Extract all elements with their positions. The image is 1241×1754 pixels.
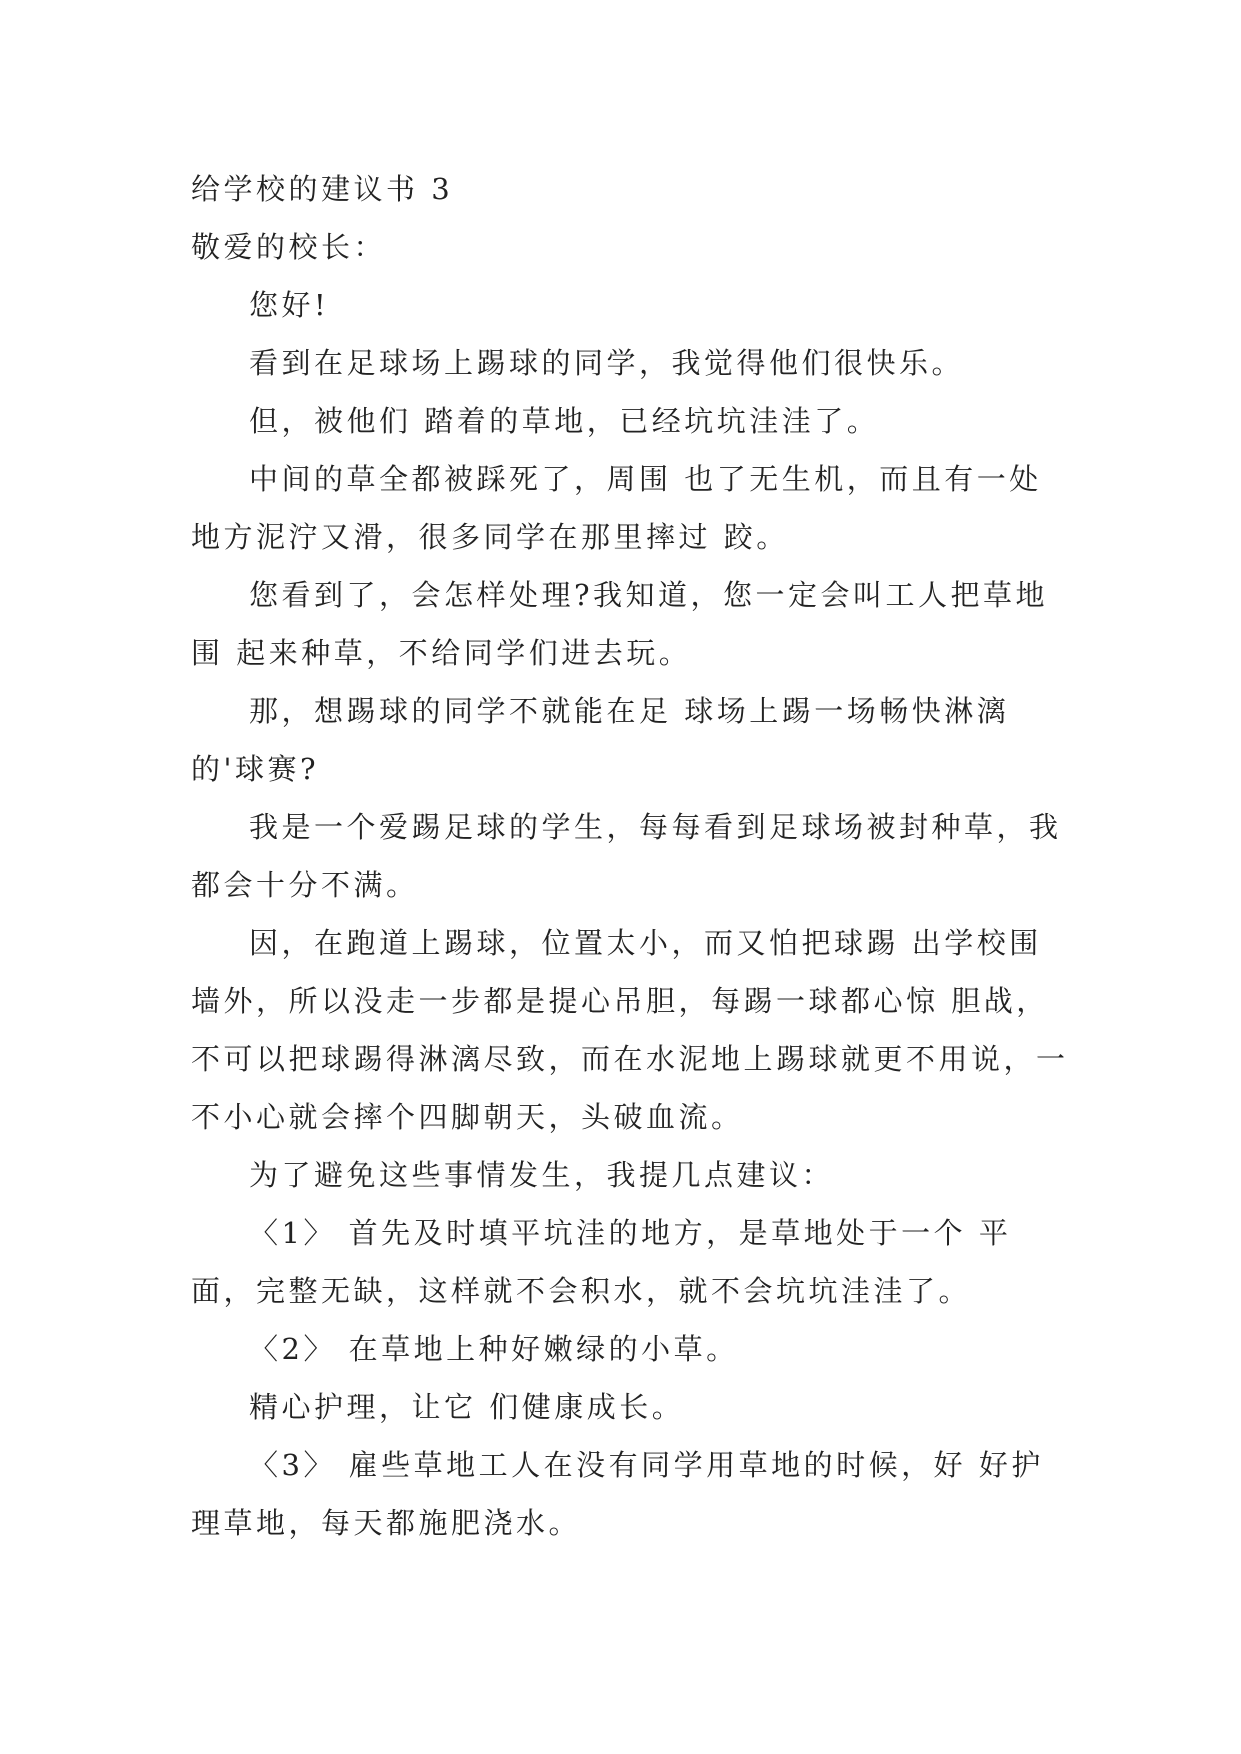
suggestion-1: 〈1〉 首先及时填平坑洼的地方，是草地处于一个 平面，完整无缺，这样就不会积水，就不会坑坑洼洼了。: [191, 1216, 1012, 1308]
document-body: [191, 160, 1075, 1552]
paragraph: 那，想踢球的同学不就能在足 球场上踢一场畅快淋漓的'球赛?: [191, 694, 1010, 786]
salutation: 敬爱的校长：: [191, 230, 387, 264]
paragraph: 看到在足球场上踢球的同学，我觉得他们很快乐。: [249, 346, 965, 380]
paragraph: 您好!: [249, 288, 330, 322]
paragraph: 为了避免这些事情发生，我提几点建议：: [249, 1158, 835, 1192]
paragraph: 但，被他们 踏着的草地，已经坑坑洼洼了。: [249, 404, 880, 438]
suggestion-2: 〈2〉 在草地上种好嫩绿的小草。: [249, 1332, 739, 1366]
paragraph: 中间的草全都被踩死了，周围 也了无生机，而且有一处地方泥泞又滑，很多同学在那里摔过 跤。: [191, 462, 1042, 554]
paragraph: 我是一个爱踢足球的学生，每每看到足球场被封种草，我 都会十分不满。: [191, 810, 1075, 902]
paragraph: 精心护理，让它 们健康成长。: [249, 1390, 685, 1424]
paragraph: 因，在跑道上踢球，位置太小，而又怕把球踢 出学校围墙外，所以没走一步都是提心吊胆，每踢一球都心惊 胆战，不可以把球踢得淋漓尽致，而在水泥地上踢球就更不用说，一不小心就会摔个四脚朝天，头破血流。: [191, 926, 1069, 1134]
paragraph: 您看到了，会怎样处理?我知道，您一定会叫工人把草地围 起来种草，不给同学们进去玩。: [191, 578, 1049, 670]
suggestion-3: 〈3〉 雇些草地工人在没有同学用草地的时候，好 好护理草地，每天都施肥浇水。: [191, 1448, 1044, 1540]
document-title: 给学校的建议书 3: [191, 172, 454, 206]
